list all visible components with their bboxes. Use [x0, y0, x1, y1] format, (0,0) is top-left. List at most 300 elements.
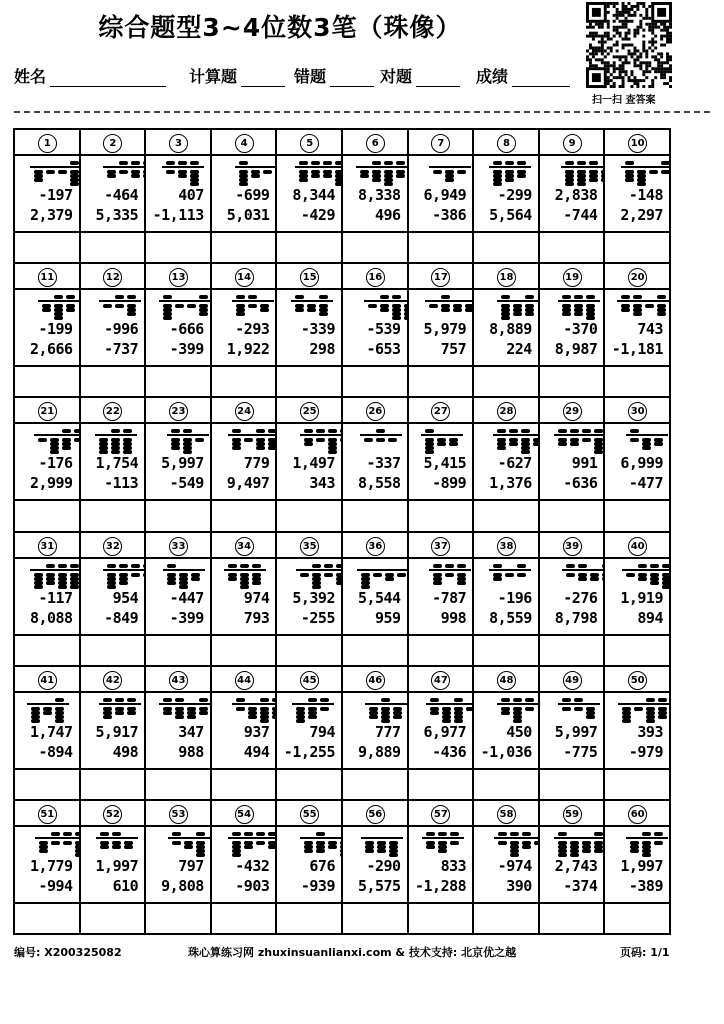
abacus-bead: [178, 161, 187, 165]
abacus-bead: [323, 161, 332, 165]
abacus-beam: [422, 837, 464, 839]
abacus-bead: [441, 308, 450, 312]
problem-body: [343, 154, 407, 233]
answer-box[interactable]: [146, 768, 210, 799]
abacus-image: [542, 830, 602, 856]
abacus-bead: [107, 174, 116, 178]
problem-body: [409, 422, 473, 501]
addend-2: 5,564: [489, 206, 532, 224]
problem-cell: [146, 398, 212, 532]
problem-body: [343, 288, 407, 367]
problem-number-row: [146, 264, 210, 288]
name-field[interactable]: [14, 64, 166, 87]
problem-cell: [15, 801, 81, 935]
answer-box[interactable]: [81, 902, 145, 933]
answer-box[interactable]: [81, 768, 145, 799]
answer-box[interactable]: [409, 499, 473, 530]
qr-code: [586, 2, 672, 88]
abacus-bead: [622, 719, 631, 723]
problem-cell: [81, 801, 147, 935]
addend-2: -477: [628, 474, 663, 493]
problem-number-row: [146, 398, 210, 422]
problem-number: 19: [563, 268, 582, 287]
answer-box[interactable]: [81, 365, 145, 396]
abacus-image: [607, 427, 667, 453]
abacus-bead: [62, 446, 71, 450]
abacus-bead: [58, 170, 67, 174]
abacus-bead: [509, 429, 518, 433]
problem-number-row: [540, 667, 604, 691]
answer-box[interactable]: [15, 365, 79, 396]
abacus-image: [83, 427, 143, 453]
answer-box[interactable]: [15, 499, 79, 530]
abacus-image: [83, 159, 143, 185]
abacus-bead: [179, 581, 188, 585]
abacus-bead: [433, 577, 442, 581]
abacus-beam: [38, 300, 80, 302]
answer-box[interactable]: [540, 231, 604, 262]
answer-box[interactable]: [540, 634, 604, 665]
abacus-bead: [630, 438, 639, 442]
answer-box[interactable]: [212, 768, 276, 799]
footer-site: 珠心算练习网 zhuxinsuanlianxi.com & 技术支持: 北京优之越: [188, 946, 517, 959]
abacus-bead: [115, 698, 124, 702]
answer-box[interactable]: [605, 634, 669, 665]
answer-box[interactable]: [605, 231, 669, 262]
answer-box[interactable]: [605, 499, 669, 530]
abacus-bead: [589, 161, 598, 165]
abacus-bead: [586, 295, 595, 299]
abacus-bead: [369, 715, 378, 719]
problem-body: [277, 154, 341, 233]
answer-box[interactable]: [146, 902, 210, 933]
abacus-beam: [34, 434, 81, 436]
problem-number: 31: [38, 537, 57, 556]
abacus-image: [345, 293, 405, 319]
addend-1: 777: [375, 722, 401, 741]
addend-2: 1,376: [489, 474, 532, 493]
problem-number-row: [540, 398, 604, 422]
abacus-bead: [625, 161, 634, 165]
answer-box[interactable]: [81, 499, 145, 530]
abacus-bead: [336, 577, 343, 581]
problem-number-row: [409, 667, 473, 691]
answer-box[interactable]: [343, 365, 407, 396]
abacus-bead: [171, 446, 180, 450]
answer-box[interactable]: [605, 768, 669, 799]
answer-box[interactable]: [277, 634, 341, 665]
abacus-bead: [295, 295, 304, 299]
problem-body: [409, 691, 473, 770]
abacus-bead: [240, 564, 249, 568]
answer-box[interactable]: [277, 768, 341, 799]
abacus-image: [279, 696, 339, 722]
abacus-beam: [361, 837, 403, 839]
answer-box[interactable]: [81, 231, 145, 262]
abacus-image: [411, 293, 471, 319]
problem-cell: [409, 667, 475, 801]
abacus-beam: [228, 837, 278, 839]
problem-number: 48: [497, 671, 516, 690]
problem-number-row: [540, 533, 604, 557]
answer-box[interactable]: [146, 499, 210, 530]
problem-cell: [540, 667, 606, 801]
addend-2: -1,113: [152, 206, 204, 224]
answer-box[interactable]: [277, 499, 341, 530]
abacus-beam: [159, 703, 212, 705]
abacus-bead: [454, 698, 463, 702]
abacus-bead: [131, 161, 140, 165]
addend-1: -196: [497, 588, 532, 607]
abacus-bead: [236, 707, 245, 711]
addend-1: -464: [104, 186, 139, 204]
abacus-bead: [244, 832, 253, 836]
abacus-bead: [119, 564, 128, 568]
abacus-bead: [621, 295, 630, 299]
problem-number-row: [81, 667, 145, 691]
abacus-bead: [646, 698, 655, 702]
answer-box[interactable]: [540, 499, 604, 530]
problem-number: 25: [300, 402, 319, 421]
abacus-bead: [364, 438, 373, 442]
abacus-image: [411, 830, 471, 856]
abacus-bead: [590, 577, 599, 581]
answer-box[interactable]: [212, 365, 276, 396]
answer-box[interactable]: [474, 768, 538, 799]
abacus-bead: [650, 581, 659, 585]
abacus-bead: [119, 170, 128, 174]
abacus-bead: [252, 573, 261, 577]
problem-cell: [605, 264, 671, 398]
problem-body: [81, 288, 145, 367]
abacus-bead: [380, 308, 389, 312]
abacus-bead: [525, 312, 534, 316]
problem-cell: [474, 264, 540, 398]
addend-1: 5,415: [423, 454, 467, 473]
abacus-bead: [562, 698, 571, 702]
abacus-bead: [493, 573, 502, 577]
abacus-bead: [131, 174, 140, 178]
answer-box[interactable]: [15, 634, 79, 665]
abacus-bead: [566, 573, 575, 577]
abacus-bead: [63, 832, 72, 836]
abacus-bead: [115, 304, 124, 308]
problem-cell: [81, 398, 147, 532]
abacus-image: [17, 293, 77, 319]
answer-box[interactable]: [540, 365, 604, 396]
problem-cell: [146, 801, 212, 935]
answer-box[interactable]: [474, 634, 538, 665]
problem-body: [146, 691, 210, 770]
abacus-bead: [103, 715, 112, 719]
addend-2: 1,922: [226, 340, 270, 359]
abacus-beam: [617, 300, 671, 302]
abacus-bead: [650, 573, 659, 577]
answer-box[interactable]: [540, 768, 604, 799]
problem-body: [474, 557, 538, 636]
abacus-bead: [594, 429, 603, 433]
addend-2: 610: [112, 876, 139, 895]
problem-body: [15, 288, 79, 367]
problem-number: 26: [366, 402, 385, 421]
problem-number: 30: [628, 402, 647, 421]
problem-cell: [474, 801, 540, 935]
abacus-bead: [509, 442, 518, 446]
abacus-beam: [621, 166, 671, 168]
abacus-bead: [578, 564, 587, 568]
problem-number: 6: [366, 134, 385, 153]
problem-number-row: [540, 801, 604, 825]
answer-box[interactable]: [15, 902, 79, 933]
abacus-image: [542, 427, 602, 453]
problem-cell: [81, 130, 147, 264]
abacus-bead: [449, 442, 458, 446]
problem-number-row: [146, 533, 210, 557]
abacus-bead: [625, 178, 634, 182]
abacus-bead: [51, 832, 60, 836]
addend-1: 1,747: [29, 722, 73, 741]
abacus-bead: [638, 573, 647, 577]
answer-box[interactable]: [343, 634, 407, 665]
answer-box[interactable]: [277, 902, 341, 933]
calc-count-label: 计算题: [189, 67, 238, 86]
problem-number: 45: [300, 671, 319, 690]
problem-cell: [146, 667, 212, 801]
abacus-bead: [260, 698, 269, 702]
answer-box[interactable]: [409, 365, 473, 396]
problem-number-row: [474, 801, 538, 825]
problem-number: 37: [431, 537, 450, 556]
answer-box[interactable]: [343, 768, 407, 799]
addend-2: 496: [375, 206, 401, 224]
abacus-beam: [300, 837, 343, 839]
abacus-image: [411, 159, 471, 185]
abacus-beam: [562, 569, 606, 571]
problem-number: 27: [431, 402, 450, 421]
abacus-bead: [119, 581, 128, 585]
problem-number-row: [15, 130, 79, 154]
abacus-bead: [74, 438, 81, 442]
abacus-bead: [582, 429, 591, 433]
abacus-bead: [522, 832, 531, 836]
abacus-bead: [570, 429, 579, 433]
abacus-beam: [356, 166, 409, 168]
problem-body: [277, 691, 341, 770]
addend-1: 2,838: [554, 186, 598, 204]
answer-box[interactable]: [343, 231, 407, 262]
abacus-beam: [99, 300, 141, 302]
answer-box[interactable]: [212, 231, 276, 262]
abacus-beam: [489, 569, 531, 571]
addend-1: -197: [38, 186, 73, 204]
wrong-count-field[interactable]: [294, 64, 374, 87]
answer-box[interactable]: [212, 634, 276, 665]
abacus-bead: [228, 573, 237, 577]
abacus-bead: [392, 295, 401, 299]
answer-box[interactable]: [15, 768, 79, 799]
problem-number-row: [343, 130, 407, 154]
problem-number-row: [277, 130, 341, 154]
abacus-image: [607, 562, 667, 588]
answer-box[interactable]: [146, 231, 210, 262]
correct-count-field[interactable]: [380, 64, 460, 87]
problem-number-row: [212, 264, 276, 288]
addend-1: 1,997: [620, 856, 663, 875]
answer-box[interactable]: [15, 231, 79, 262]
abacus-bead: [252, 564, 261, 568]
abacus-image: [345, 159, 405, 185]
abacus-bead: [58, 564, 67, 568]
abacus-bead: [376, 429, 385, 433]
problem-number-row: [409, 533, 473, 557]
answer-box[interactable]: [409, 768, 473, 799]
abacus-bead: [236, 312, 245, 316]
abacus-bead: [308, 698, 317, 702]
abacus-beam: [558, 703, 600, 705]
problem-body: [540, 154, 604, 233]
answer-box[interactable]: [409, 902, 473, 933]
abacus-bead: [426, 832, 435, 836]
problem-number-row: [474, 667, 538, 691]
abacus-bead: [70, 581, 79, 585]
abacus-image: [148, 830, 208, 856]
addend-2: -386: [432, 206, 467, 224]
abacus-bead: [457, 573, 466, 577]
problem-number: 58: [497, 805, 516, 824]
abacus-beam: [497, 300, 539, 302]
problem-cell: [15, 667, 81, 801]
answer-box[interactable]: [409, 231, 473, 262]
abacus-bead: [167, 573, 176, 577]
abacus-bead: [457, 170, 466, 174]
problem-number: 11: [38, 268, 57, 287]
answer-box[interactable]: [146, 365, 210, 396]
answer-box[interactable]: [81, 634, 145, 665]
answer-box[interactable]: [474, 231, 538, 262]
answer-box[interactable]: [343, 499, 407, 530]
problem-cell: [343, 130, 409, 264]
problem-number-row: [212, 667, 276, 691]
problem-body: [277, 288, 341, 367]
abacus-bead: [574, 295, 583, 299]
answer-box[interactable]: [277, 231, 341, 262]
abacus-bead: [311, 174, 320, 178]
answer-box[interactable]: [605, 902, 669, 933]
answer-box[interactable]: [146, 634, 210, 665]
abacus-beam: [554, 434, 606, 436]
problem-number-row: [15, 801, 79, 825]
abacus-bead: [308, 715, 317, 719]
answer-box[interactable]: [474, 902, 538, 933]
abacus-image: [17, 696, 77, 722]
abacus-beam: [232, 703, 278, 705]
abacus-bead: [437, 442, 446, 446]
answer-box[interactable]: [605, 365, 669, 396]
abacus-image: [607, 159, 667, 185]
abacus-bead: [240, 577, 249, 581]
abacus-image: [411, 427, 471, 453]
problem-body: [212, 422, 276, 501]
problem-number: 12: [103, 268, 122, 287]
addend-2: -994: [38, 876, 73, 895]
abacus-bead: [388, 438, 397, 442]
problem-body: [15, 422, 79, 501]
addend-2: 988: [178, 742, 204, 761]
problem-number: 43: [169, 671, 188, 690]
addend-2: -389: [628, 876, 663, 895]
problem-number-row: [409, 264, 473, 288]
addend-2: -374: [563, 876, 598, 895]
answer-box[interactable]: [212, 902, 276, 933]
addend-1: 5,979: [423, 320, 467, 339]
abacus-bead: [433, 170, 442, 174]
addend-1: -299: [497, 186, 532, 204]
abacus-bead: [190, 161, 199, 165]
abacus-bead: [320, 698, 329, 702]
abacus-bead: [497, 446, 506, 450]
addend-1: 974: [243, 588, 270, 607]
abacus-bead: [46, 170, 55, 174]
problem-number: 49: [563, 671, 582, 690]
problem-cell: [605, 398, 671, 532]
abacus-beam: [300, 434, 343, 436]
addend-1: 1,497: [292, 454, 335, 473]
answer-box[interactable]: [277, 365, 341, 396]
abacus-bead: [107, 564, 116, 568]
abacus-bead: [438, 832, 447, 836]
problem-cell: [474, 533, 540, 667]
abacus-bead: [654, 841, 663, 845]
problem-cell: [212, 801, 278, 935]
abacus-bead: [582, 438, 591, 442]
abacus-bead: [199, 698, 208, 702]
abacus-bead: [324, 573, 333, 577]
problem-number: 7: [431, 134, 450, 153]
abacus-beam: [558, 300, 600, 302]
score-field[interactable]: [476, 64, 570, 87]
addend-2: 2,297: [620, 206, 663, 224]
abacus-bead: [228, 564, 237, 568]
calc-count-field[interactable]: [189, 64, 285, 87]
abacus-beam: [232, 300, 274, 302]
answer-box[interactable]: [409, 634, 473, 665]
abacus-beam: [421, 434, 463, 436]
abacus-bead: [312, 581, 321, 585]
abacus-bead: [517, 161, 526, 165]
abacus-bead: [335, 182, 343, 186]
addend-1: 6,999: [620, 454, 663, 473]
abacus-image: [476, 427, 536, 453]
answer-box[interactable]: [540, 902, 604, 933]
abacus-bead: [430, 711, 439, 715]
answer-box[interactable]: [474, 499, 538, 530]
abacus-bead: [183, 429, 192, 433]
problem-body: [15, 154, 79, 233]
abacus-image: [83, 830, 143, 856]
abacus-bead: [55, 698, 64, 702]
problem-cell: [343, 533, 409, 667]
abacus-bead: [501, 711, 510, 715]
answer-box[interactable]: [474, 365, 538, 396]
abacus-bead: [316, 429, 325, 433]
answer-box[interactable]: [212, 499, 276, 530]
answer-box[interactable]: [343, 902, 407, 933]
abacus-bead: [311, 161, 320, 165]
abacus-bead: [70, 577, 79, 581]
abacus-bead: [124, 845, 133, 849]
abacus-bead: [578, 573, 587, 577]
abacus-bead: [433, 573, 442, 577]
